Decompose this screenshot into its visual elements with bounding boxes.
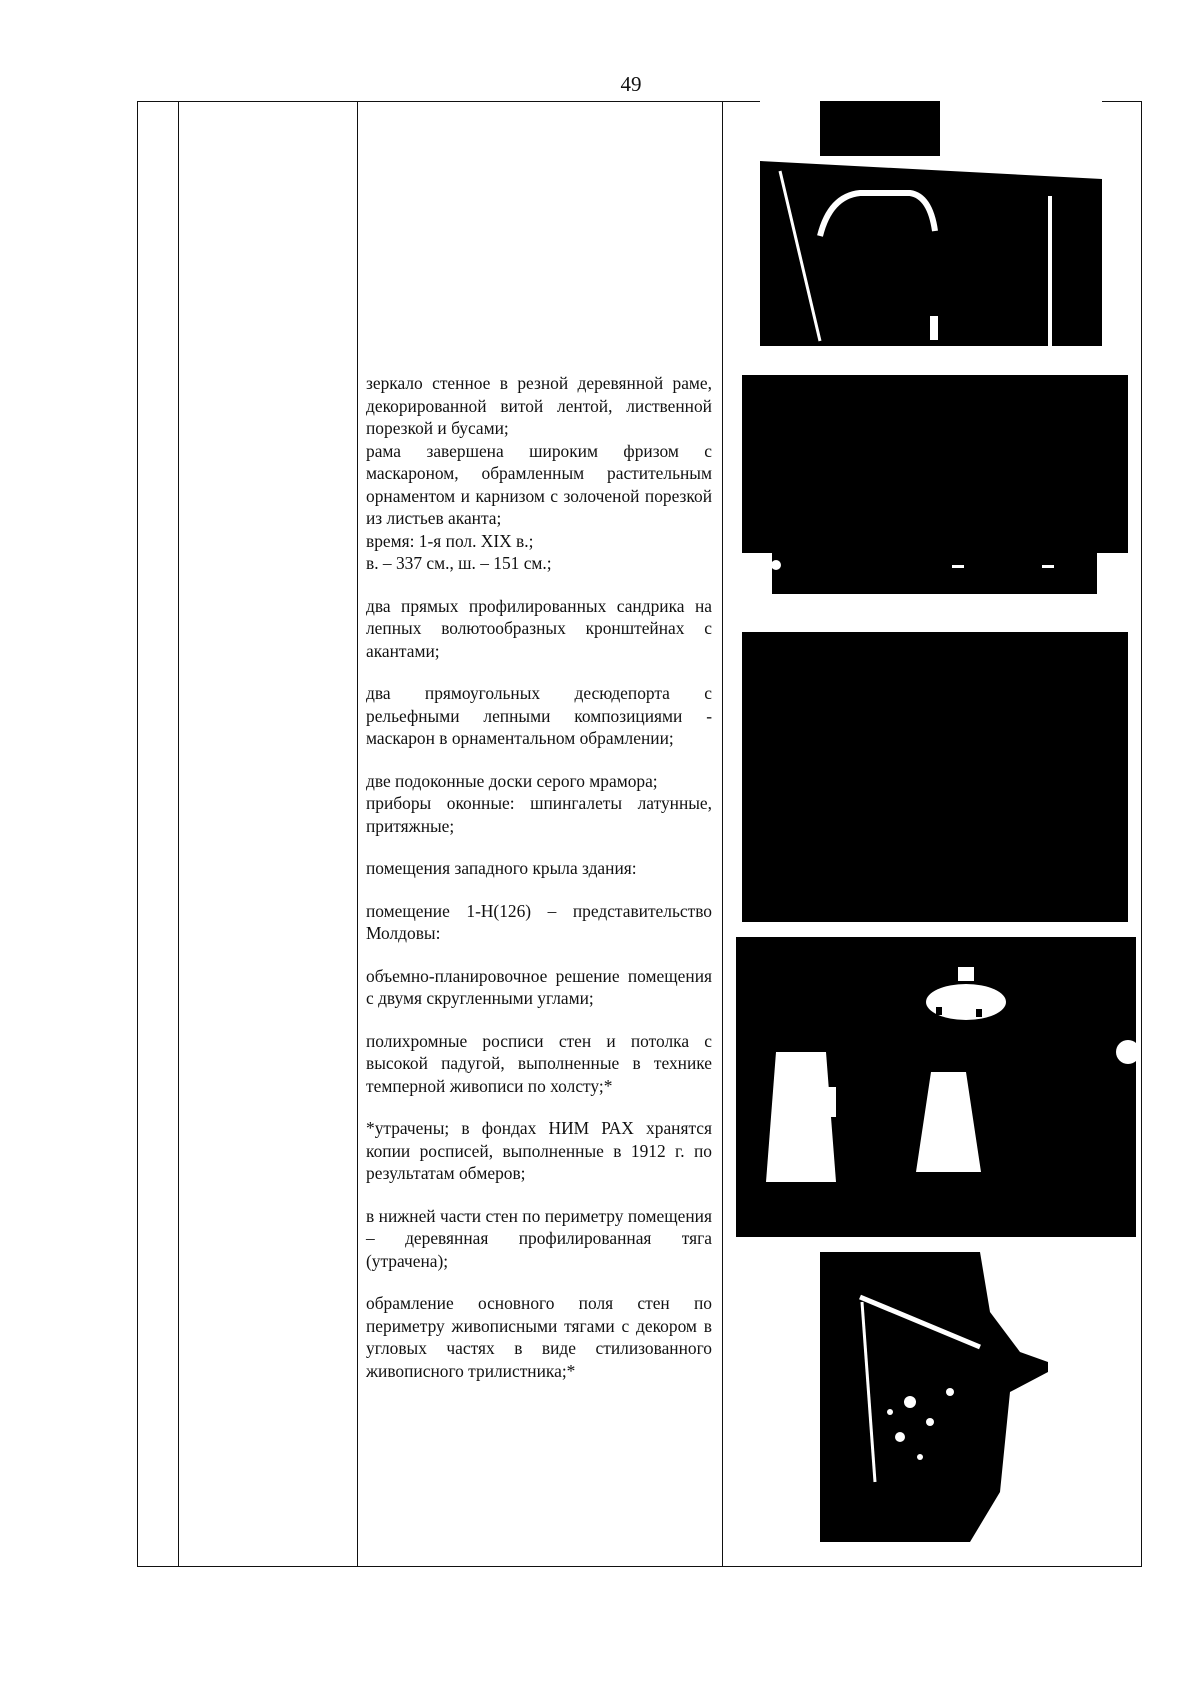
entry-line: в. – 337 см., ш. – 151 см.;	[366, 553, 552, 573]
photo-mirror-frieze-image	[742, 375, 1128, 594]
entry-line: рама завершена широким фризом с маскароном, обрамленным растительным орнаментом и карнизом с золоченой порезкой из листьев аканта;	[366, 440, 712, 528]
entry-windowsill	[366, 770, 712, 838]
entry-line: полихромные росписи стен и потолка с высокой падугой, выполненные в технике темперной живописи по холсту;*	[366, 1030, 712, 1096]
photo-window-sandrik	[742, 632, 1128, 922]
entry-line: помещения западного крыла здания:	[366, 858, 637, 878]
entry-line: в нижней части стен по периметру помещения – деревянная профилированная тяга (утрачена);	[366, 1205, 712, 1271]
photo-wall-painting-image	[820, 1252, 1048, 1542]
entry-planning	[366, 965, 712, 1010]
entry-wood-moulding	[366, 1205, 712, 1273]
photo-interior-image	[736, 937, 1136, 1237]
entry-line: два прямоугольных десюдепорта с рельефными лепными композициями - маскарон в орнаментальном обрамлении;	[366, 683, 712, 748]
entry-line: объемно-планировочное решение помещения с двумя скругленными углами;	[366, 965, 712, 1008]
entry-line: *утрачены; в фондах НИМ РАХ хранятся копии росписей, выполненные в 1912 г. по результатам обмеров;	[366, 1118, 712, 1183]
photo-mirror-top	[760, 101, 1102, 360]
photo-mirror-top-image	[760, 101, 1102, 360]
entry-lost-note	[366, 1117, 712, 1185]
column-divider-3	[722, 101, 723, 1567]
entry-west-wing	[366, 857, 712, 880]
entry-line: две подоконные доски серого мрамора;	[366, 770, 658, 791]
entry-desudeport	[366, 682, 712, 750]
entry-line: помещение 1-Н(126) – представительство Молдовы:	[366, 900, 712, 943]
entry-line: зеркало стенное в резной деревянной раме, декорированной витой лентой, лиственной порезкой и бусами;	[366, 373, 712, 438]
entry-sandrik	[366, 595, 712, 663]
column-divider-1	[178, 101, 179, 1567]
page-number: 49	[620, 72, 642, 96]
entry-line: время: 1-я пол. XIX в.;	[366, 530, 534, 551]
column-divider-2	[357, 101, 358, 1567]
photo-interior-chandelier	[736, 937, 1136, 1237]
entry-room-moldova	[366, 900, 712, 945]
entry-paintings	[366, 1030, 712, 1098]
entry-wall-framing	[366, 1292, 712, 1382]
entry-mirror	[366, 372, 712, 575]
entry-line: обрамление основного поля стен по периметру живописными тягами с декором в угловых частях в виде стилизованного живописного трилистника;*	[366, 1293, 712, 1381]
entry-line: два прямых профилированных сандрика на лепных волютообразных кронштейнах с акантами;	[366, 595, 712, 661]
entry-line: приборы оконные: шпингалеты латунные, притяжные;	[366, 793, 712, 836]
description-column	[366, 372, 712, 1382]
photo-mirror-frieze	[742, 375, 1128, 594]
photo-wall-painting	[820, 1252, 1048, 1542]
